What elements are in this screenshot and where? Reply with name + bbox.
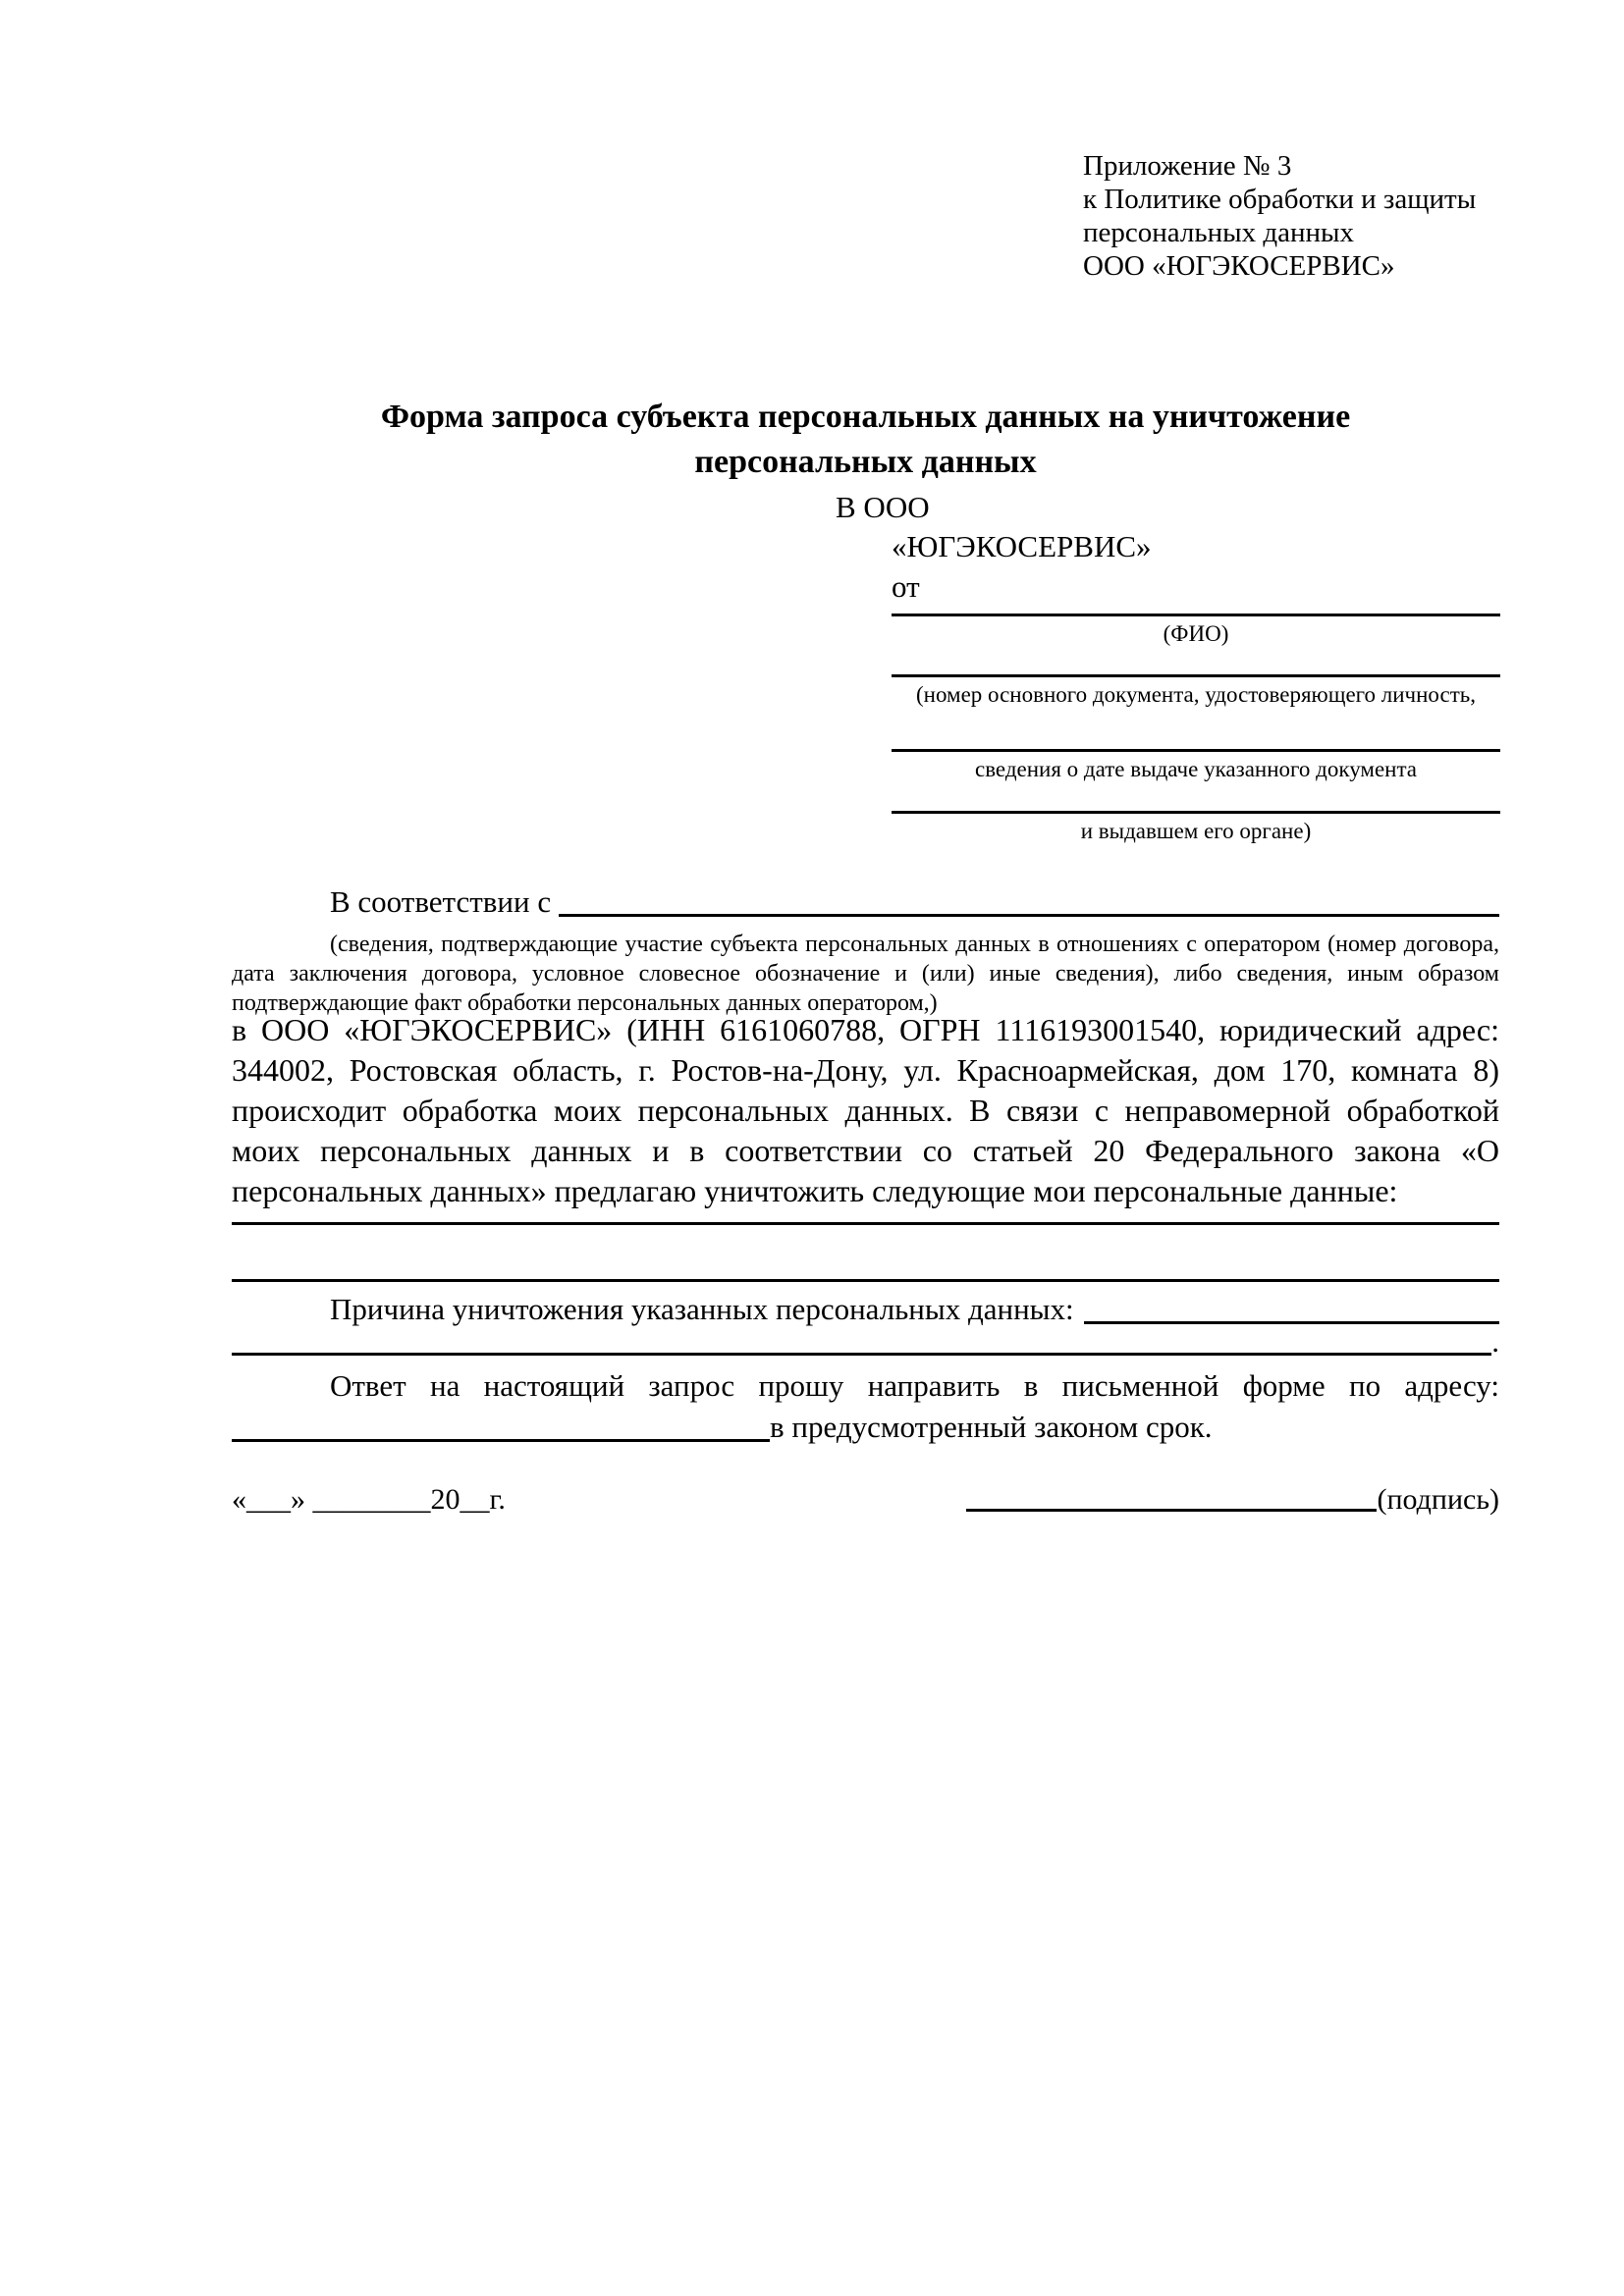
answer-sentence: Ответ на настоящий запрос прошу направить в письменной форме по адресу:	[330, 1368, 1499, 1403]
reason-label: Причина уничтожения указанных персональных данных:	[330, 1292, 1074, 1326]
addressee-company: «ЮГЭКОСЕРВИС»	[892, 529, 1152, 563]
document-issuer-field-caption: и выдавшем его органе)	[1080, 819, 1312, 843]
appendix-header-line: к Политике обработки и защиты	[1083, 184, 1477, 215]
reason-row	[232, 1292, 1499, 1327]
appendix-header	[1083, 149, 1476, 283]
accordance-blank-line	[559, 884, 1499, 917]
accordance-row	[330, 884, 1499, 920]
document-title-line-1: Форма запроса субъекта персональных данных на уничтожение	[380, 399, 1351, 435]
reason-blank-line	[1084, 1292, 1499, 1324]
answer-address-blank-line	[232, 1410, 770, 1442]
reason-blank-line-continuation	[232, 1325, 1491, 1356]
document-title-line-2: персональных данных	[694, 444, 1037, 480]
signature-caption: (подпись)	[1377, 1483, 1499, 1516]
appendix-header-line: персональных данных	[1083, 217, 1355, 248]
reason-line-period: .	[1491, 1324, 1499, 1359]
document-number-blank-field	[892, 674, 1500, 708]
fio-blank-field	[892, 614, 1500, 647]
answer-continuation-row	[232, 1410, 1499, 1445]
reason-continuation-row	[232, 1325, 1499, 1359]
document-issue-date-blank-field	[892, 749, 1500, 782]
signature-blank-line	[966, 1509, 1377, 1512]
date-blank-text: «___» ________20__г.	[232, 1483, 506, 1516]
signature-row	[232, 1482, 1499, 1518]
appendix-header-line: Приложение № 3	[1083, 150, 1292, 182]
addressee-from-label: от	[892, 569, 920, 604]
document-number-field-caption: (номер основного документа, удостоверяющего личность,	[915, 682, 1476, 707]
paragraph-indent	[232, 1292, 330, 1327]
personal-data-blank-line	[232, 1222, 1499, 1225]
main-paragraph: в ООО «ЮГЭКОСЕРВИС» (ИНН 6161060788, ОГРН 1116193001540, юридический адрес: 344002, Ростовская область, г. Ростов-на-Дону, ул. Красноармейская, дом 170, комната 8) происходит обработка моих персональных данных. В связи с неправомерной обработкой моих персональных данных и в соответствии со статьей 20 Федерального закона «О персональных данных» предлагаю уничтожить следующие мои персональные данные:	[232, 1012, 1499, 1208]
fio-field-caption: (ФИО)	[1163, 621, 1229, 646]
signature-area	[966, 1482, 1499, 1518]
appendix-header-line: ООО «ЮГЭКОСЕРВИС»	[1083, 250, 1395, 282]
accordance-prefix: В соответствии с	[330, 884, 552, 919]
answer-tail-text: в предусмотренный законом срок.	[770, 1410, 1213, 1444]
addressee-prefix: В ООО	[836, 490, 930, 524]
document-issue-date-field-caption: сведения о дате выдаче указанного документа	[974, 757, 1418, 781]
document-issuer-blank-field	[892, 811, 1500, 844]
personal-data-blank-line	[232, 1279, 1499, 1282]
accordance-note: (сведения, подтверждающие участие субъекта персональных данных в отношениях с оператором (номер договора, дата заключения договора, условное словесное обозначение и (или) иные сведения), либо сведения, иным образом подтверждающие факт обработки персональных данных оператором,)	[232, 932, 1499, 1016]
document-title	[232, 395, 1499, 485]
